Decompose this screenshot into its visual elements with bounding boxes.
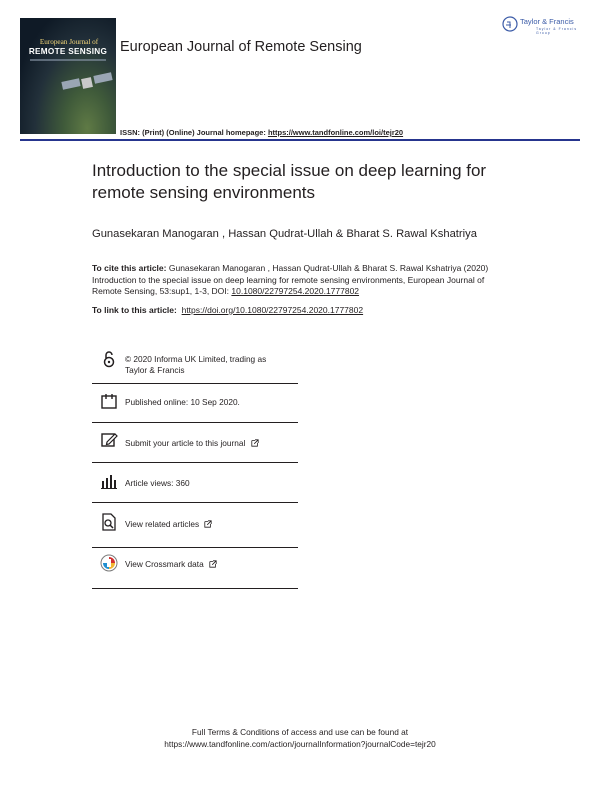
info-divider [92,588,298,589]
footer-terms-url[interactable]: https://www.tandfonline.com/action/journalInformation?journalCode=tejr20 [164,739,436,749]
link-label: To link to this article: [92,305,177,315]
calendar-icon [100,392,118,410]
submit-edit-icon [100,431,118,449]
crossmark-link[interactable] [125,559,217,570]
copyright-line2: Taylor & Francis [125,365,185,375]
external-link-icon [204,520,212,528]
cite-doi-link[interactable]: 10.1080/22797254.2020.1777802 [231,286,360,296]
cover-title-line1: European Journal of [39,38,99,46]
copyright-text [125,354,266,376]
info-divider [92,547,298,548]
publisher-logo[interactable] [502,15,582,37]
info-divider [92,422,298,423]
cover-subtitle-bar [30,59,106,61]
info-divider [92,462,298,463]
copyright-line1: © 2020 Informa UK Limited, trading as [125,354,267,364]
journal-homepage-link[interactable]: https://www.tandfonline.com/loi/tejr20 [267,128,404,137]
submit-article-label: Submit your article to this journal [125,438,246,448]
bar-chart-icon [100,472,118,490]
issn-label: ISSN: (Print) (Online) Journal homepage: [120,128,266,137]
crossmark-icon [100,554,118,572]
article-title: Introduction to the special issue on deep learning for remote sensing environments [92,161,487,202]
crossmark-label: View Crossmark data [125,559,204,569]
footer-terms-text: Full Terms & Conditions of access and use can be found at [191,727,409,737]
cite-text: Gunasekaran Manogaran , Hassan Qudrat-Ullah & Bharat S. Rawal Kshatriya (2020) Introduction to the special issue on deep learning for remote sensing environments, European Journal of Remote Sensing, 53:sup1, 1-3, DOI: [92,263,489,296]
external-link-icon [251,439,259,447]
article-doi-url[interactable]: https://doi.org/10.1080/22797254.2020.1777802 [181,305,364,315]
citation-block [92,263,512,298]
cover-title-line2: REMOTE SENSING [28,47,108,56]
related-articles-link[interactable] [125,519,212,530]
taylor-francis-logo-icon [502,16,518,32]
header-divider [20,139,580,141]
publisher-name: Taylor & Francis [520,17,574,26]
journal-title[interactable]: European Journal of Remote Sensing [120,39,362,55]
related-articles-label: View related articles [125,519,200,529]
journal-cover-image [20,18,116,134]
published-date: Published online: 10 Sep 2020. [125,397,240,407]
article-views: Article views: 360 [125,478,190,488]
article-authors: Gunasekaran Manogaran , Hassan Qudrat-Ullah & Bharat S. Rawal Kshatriya [92,228,477,240]
related-articles-icon [100,513,118,531]
cite-label: To cite this article: [92,263,167,273]
submit-article-link[interactable] [125,438,259,449]
article-link-block [92,305,363,315]
satellite-icon [60,70,116,104]
publisher-group: Taylor & Francis Group [536,27,578,35]
info-divider [92,383,298,384]
info-divider [92,502,298,503]
issn-line [120,128,403,137]
external-link-icon [209,560,217,568]
open-access-lock-icon [100,350,118,368]
